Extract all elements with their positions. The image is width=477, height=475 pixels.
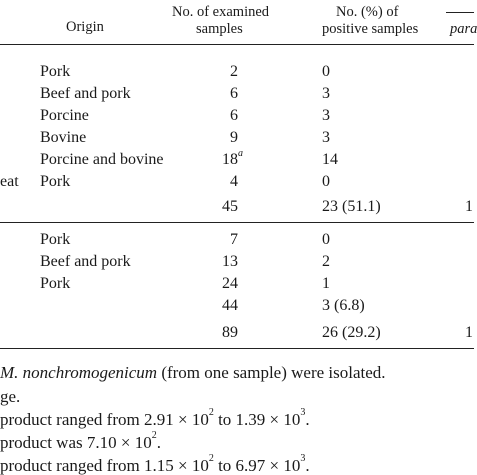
row-positive: 14 <box>322 151 338 168</box>
exponent: 2 <box>151 430 157 441</box>
exponent: 3 <box>300 407 306 418</box>
header-examined-line2: samples <box>196 21 243 37</box>
row-examined: 6 <box>230 107 238 124</box>
footnote-5-text: product ranged from 1.15 × 10 <box>0 456 209 475</box>
exponent: 2 <box>208 407 214 418</box>
row-origin: Porcine <box>40 107 89 124</box>
row-positive: 3 <box>322 129 330 146</box>
row-examined: 9 <box>230 129 238 146</box>
exponent: 2 <box>208 453 214 464</box>
row-examined: 24 <box>222 275 238 292</box>
row-positive: 0 <box>322 63 330 80</box>
row-origin: Pork <box>40 173 71 190</box>
exponent: 3 <box>300 453 306 464</box>
footnote-1 <box>0 364 386 381</box>
row-origin: Porcine and bovine <box>40 151 164 168</box>
bottom-rule <box>0 348 474 349</box>
row-examined: 2 <box>230 63 238 80</box>
header-positive-line1: No. (%) of <box>336 4 399 20</box>
row-positive: 23 (51.1) <box>322 198 381 215</box>
row-examined: 7 <box>230 231 238 248</box>
row-origin: Beef and pork <box>40 85 131 102</box>
header-examined-line1: No. of examined <box>172 4 270 20</box>
row-positive: 26 (29.2) <box>322 324 381 341</box>
header-cut-rule <box>446 12 474 13</box>
header-positive-line2: positive samples <box>322 21 419 37</box>
row-examined: 13 <box>222 253 238 270</box>
footnote-3 <box>0 407 310 429</box>
footnote-4 <box>0 430 161 452</box>
row-origin: Bovine <box>40 129 87 146</box>
row-origin: Pork <box>40 275 71 292</box>
row-examined: 89 <box>222 324 238 341</box>
row-examined: 6 <box>230 85 238 102</box>
stub-fragment: eat <box>0 173 19 190</box>
organism-name: M. nonchromogenicum <box>0 363 158 382</box>
row-positive: 3 <box>322 107 330 124</box>
row-examined: 4 <box>230 173 238 190</box>
row-positive: 3 (6.8) <box>322 297 365 314</box>
footnote-3-text: . <box>305 410 310 429</box>
header-origin: Origin <box>66 19 104 35</box>
footnote-3-text: to 1.39 × 10 <box>213 410 301 429</box>
row-positive: 3 <box>322 85 330 102</box>
row-positive: 0 <box>322 231 330 248</box>
row-positive: 1 <box>322 275 330 292</box>
footnote-4-text: product was 7.10 × 10 <box>0 433 152 452</box>
row-origin: Beef and pork <box>40 253 131 270</box>
row-positive: 2 <box>322 253 330 270</box>
footnote-5-text: to 6.97 × 10 <box>213 456 301 475</box>
footnote-4-text: . <box>156 433 161 452</box>
row-extra: 1 <box>465 324 473 341</box>
footnote-2: ge. <box>0 387 21 406</box>
row-positive: 0 <box>322 173 330 190</box>
footnote-1-text: (from one sample) were isolated. <box>157 363 386 382</box>
footnote-5-text: . <box>305 456 310 475</box>
footnote-5 <box>0 453 310 475</box>
footnote-3-text: product ranged from 2.91 × 10 <box>0 410 209 429</box>
row-examined: 45 <box>222 198 238 215</box>
row-origin: Pork <box>40 63 71 80</box>
header-cut-para: para <box>450 21 477 37</box>
row-examined: 44 <box>222 297 238 314</box>
row-examined: 18$^a$ <box>222 148 243 168</box>
group-rule <box>0 222 474 223</box>
row-extra: 1 <box>465 198 473 215</box>
footnote-marker: a <box>238 148 243 159</box>
header-rule <box>0 44 474 45</box>
row-origin: Pork <box>40 231 71 248</box>
